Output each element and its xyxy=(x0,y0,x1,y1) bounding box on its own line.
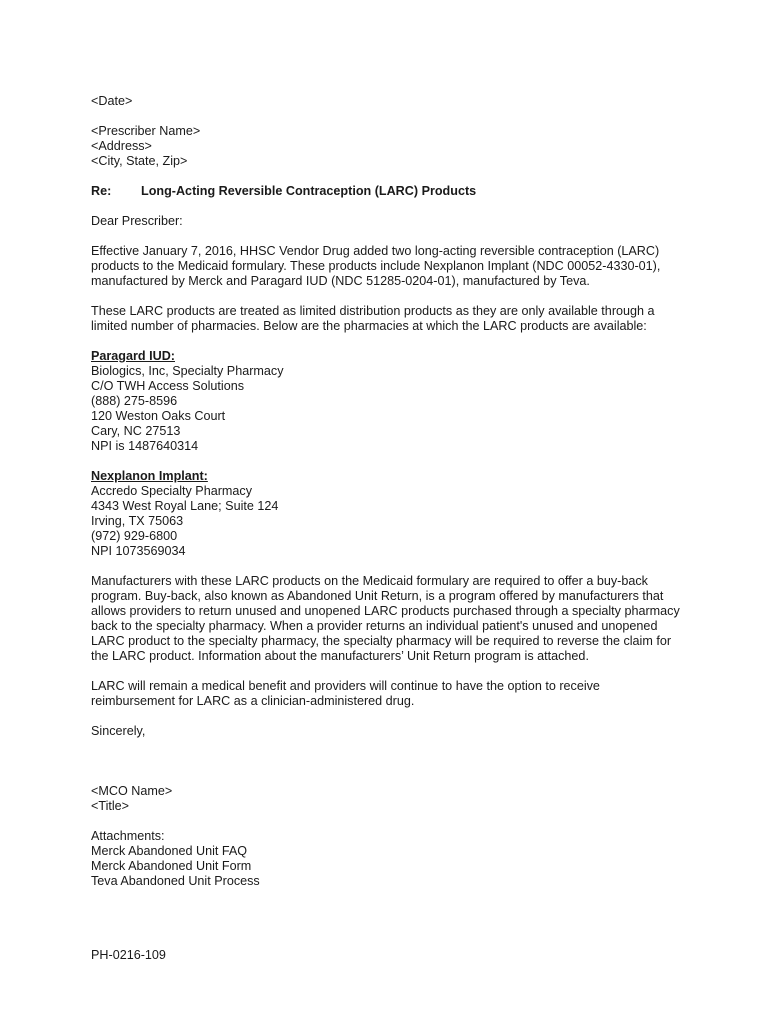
recipient-city-state-zip: <City, State, Zip> xyxy=(91,154,188,168)
paragraph-line: Manufacturers with these LARC products on the Medicaid formulary are required to offer a buy-back xyxy=(91,574,648,588)
paragard-phone: (888) 275-8596 xyxy=(91,394,178,408)
subject-line xyxy=(91,184,691,199)
attachment-item: Teva Abandoned Unit Process xyxy=(91,874,260,888)
nexplanon-heading: Nexplanon Implant: xyxy=(91,469,208,483)
paragraph-line: allows providers to return unused and unopened LARC products purchased through a specialty pharmacy xyxy=(91,604,680,618)
paragraph-benefit xyxy=(91,679,691,709)
paragraph-buyback xyxy=(91,574,691,664)
prescriber-name: <Prescriber Name> xyxy=(91,124,201,138)
paragraph-line: These LARC products are treated as limited distribution products as they are only available through a xyxy=(91,304,655,318)
paragard-line: Cary, NC 27513 xyxy=(91,424,181,438)
signature-block xyxy=(91,784,691,814)
mco-name: <MCO Name> xyxy=(91,784,173,798)
paragraph-line: program. Buy-back, also known as Abandoned Unit Return, is a program offered by manufacturers that xyxy=(91,589,664,603)
recipient-address: <Address> xyxy=(91,139,152,153)
attachment-item: Merck Abandoned Unit FAQ xyxy=(91,844,248,858)
attachments-heading: Attachments: xyxy=(91,829,165,843)
paragard-heading: Paragard IUD: xyxy=(91,349,175,363)
paragraph-line: limited number of pharmacies. Below are the pharmacies at which the LARC products are available: xyxy=(91,319,647,333)
date-placeholder: <Date> xyxy=(91,94,133,108)
document-code: PH-0216-109 xyxy=(91,948,166,962)
re-label: Re: xyxy=(91,184,112,198)
paragard-pharmacy-block xyxy=(91,349,691,454)
salutation: Dear Prescriber: xyxy=(91,214,183,228)
paragraph-line: Effective January 7, 2016, HHSC Vendor Drug added two long-acting reversible contraception (LARC) xyxy=(91,244,660,258)
paragraph-line: the LARC product. Information about the manufacturers’ Unit Return program is attached. xyxy=(91,649,589,663)
paragard-line: 120 Weston Oaks Court xyxy=(91,409,226,423)
nexplanon-phone: (972) 929-6800 xyxy=(91,529,178,543)
paragard-npi: NPI is 1487640314 xyxy=(91,439,199,453)
paragraph-line: LARC will remain a medical benefit and providers will continue to have the option to receive xyxy=(91,679,600,693)
recipient-block xyxy=(91,124,691,169)
nexplanon-pharmacy-block xyxy=(91,469,691,559)
paragraph-line: reimbursement for LARC as a clinician-administered drug. xyxy=(91,694,415,708)
paragraph-line: products to the Medicaid formulary. These products include Nexplanon Implant (NDC 00052-4330-01), xyxy=(91,259,661,273)
attachment-item: Merck Abandoned Unit Form xyxy=(91,859,252,873)
paragraph-line: back to the specialty pharmacy. When a provider returns an individual patient's unused and unopened xyxy=(91,619,658,633)
paragraph-line: LARC product to the specialty pharmacy, the specialty pharmacy will be required to reverse the claim for xyxy=(91,634,672,648)
subject-text: Long-Acting Reversible Contraception (LARC) Products xyxy=(141,184,477,198)
closing: Sincerely, xyxy=(91,724,146,738)
paragard-line: C/O TWH Access Solutions xyxy=(91,379,245,393)
paragraph-distribution xyxy=(91,304,691,334)
nexplanon-npi: NPI 1073569034 xyxy=(91,544,186,558)
paragard-line: Biologics, Inc, Specialty Pharmacy xyxy=(91,364,284,378)
signer-title: <Title> xyxy=(91,799,130,813)
letter-body xyxy=(91,94,691,889)
nexplanon-line: 4343 West Royal Lane; Suite 124 xyxy=(91,499,279,513)
nexplanon-line: Irving, TX 75063 xyxy=(91,514,184,528)
paragraph-line: manufactured by Merck and Paragard IUD (NDC 51285-0204-01), manufactured by Teva. xyxy=(91,274,590,288)
nexplanon-line: Accredo Specialty Pharmacy xyxy=(91,484,252,498)
attachments-block xyxy=(91,829,691,889)
paragraph-intro xyxy=(91,244,691,289)
